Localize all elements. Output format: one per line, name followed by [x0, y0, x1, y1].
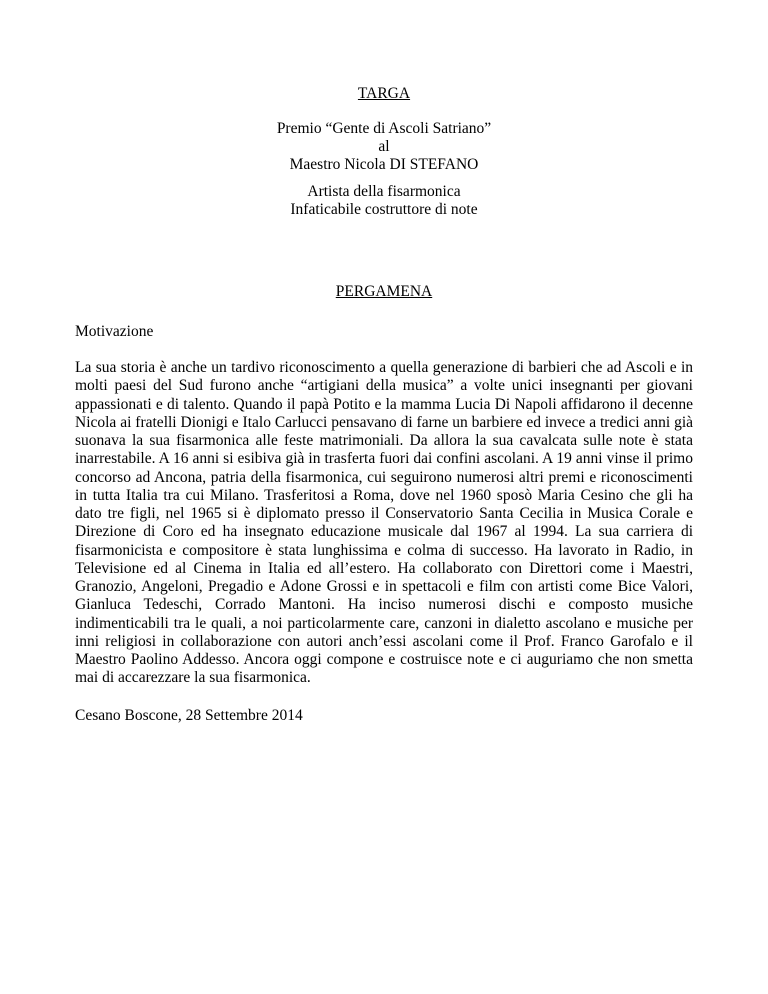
award-name: Premio “Gente di Ascoli Satriano” — [276, 120, 492, 137]
award-recipient: Maestro Nicola DI STEFANO — [289, 156, 479, 173]
pergamena-title: PERGAMENA — [335, 283, 433, 300]
award-block — [0, 120, 768, 174]
artist-description — [0, 183, 768, 219]
motivazione-label: Motivazione — [75, 323, 154, 340]
motivazione-paragraph: La sua storia è anche un tardivo riconoscimento a quella generazione di barbieri che ad Ascoli e in molti paesi del Sud furono anche “artigiani della musica” a volte unici insegnanti per giovani appassionati e di talento. Quando il papà Potito e la mamma Lucia Di Napoli affidarono il decenne Nicola ai fratelli Dionigi e Italo Carlucci pensavano di farne un barbiere ed invece a tredici anni già suonava la sua fisarmonica alle feste matrimoniali. Da allora la sua cavalcata sulle note è stata inarrestabile. A 16 anni si esibiva già in trasferta fuori dai confini ascolani. A 19 anni vinse il primo concorso ad Ancona, patria della fisarmonica, cui seguirono numerosi altri premi e riconoscimenti in tutta Italia tra cui Milano. Trasferitosi a Roma, dove nel 1960 sposò Maria Cesino che gli ha dato tre figli, nel 1965 si è diplomato presso il Conservatorio Santa Cecilia in Musica Corale e Direzione di Coro ed ha insegnato educazione musicale dal 1967 al 1994. La sua carriera di fisarmonicista e compositore è stata lunghissima e colma di successo. Ha lavorato in Radio, in Televisione ed al Cinema in Italia ed all’estero. Ha collaborato con Direttori come i Maestri, Granozio, Angeloni, Pregadio e Adone Grossi e in spettacoli e film con artisti come Bice Valori, Gianluca Tedeschi, Corrado Mantoni. Ha inciso numerosi dischi e composto musiche indimenticabili tra le quali, a noi particolarmente care, canzoni in dialetto ascolano e musiche per inni religiosi in collaborazione con autori anch’essi ascolani come il Prof. Franco Garofalo e il Maestro Paolino Addesso. Ancora oggi compone e costruisce note e ci auguriamo che non smetta mai di accarezzare la sua fisarmonica. — [75, 359, 693, 687]
motivazione-body — [75, 359, 693, 688]
place-date: Cesano Boscone, 28 Settembre 2014 — [75, 707, 303, 724]
targa-heading — [0, 85, 768, 103]
artist-role: Artista della fisarmonica — [307, 183, 461, 200]
targa-title: TARGA — [357, 85, 411, 102]
award-preposition: al — [378, 138, 390, 155]
pergamena-heading — [0, 283, 768, 301]
artist-tagline: Infaticabile costruttore di note — [290, 201, 478, 218]
